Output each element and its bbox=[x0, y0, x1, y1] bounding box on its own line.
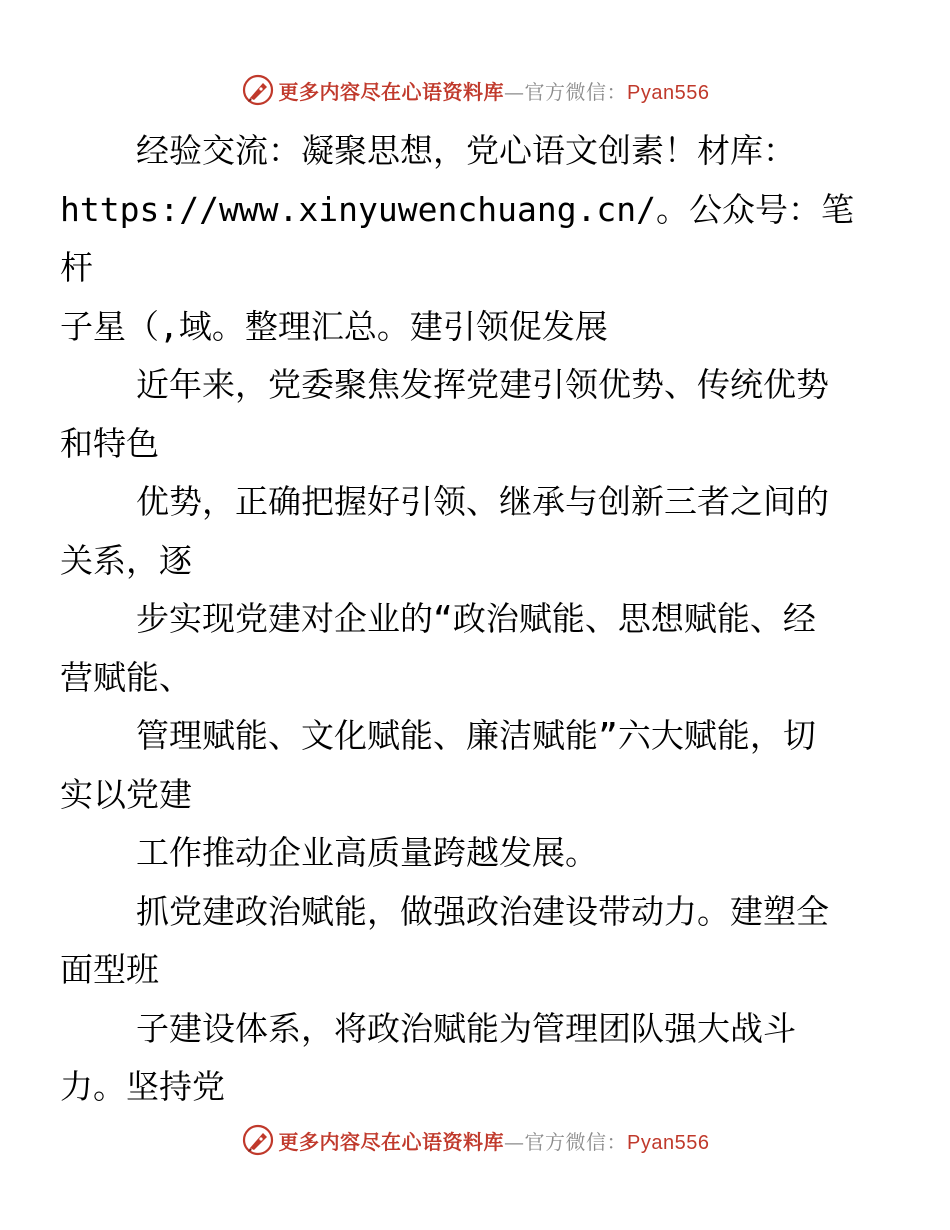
header-separator: — bbox=[504, 79, 525, 104]
footer-contact-value: Pyan556 bbox=[627, 1131, 710, 1154]
paragraph-line: 工作推动企业高质量跨越发展。 bbox=[136, 833, 598, 872]
paragraph-line: 优势，正确把握好引领、继承与创新三者之间的 bbox=[136, 482, 829, 521]
footer-separator: — bbox=[504, 1129, 525, 1154]
paragraph bbox=[60, 883, 858, 1000]
paragraph-line: 子建设体系，将政治赋能为管理团队强大战斗 bbox=[136, 1008, 796, 1048]
footer-banner bbox=[0, 1120, 950, 1160]
paragraph-line: 抓党建政治赋能，做强政治建设带动力。建塑全 bbox=[136, 891, 829, 931]
pen-nib-logo-icon bbox=[241, 73, 275, 107]
paragraph bbox=[60, 122, 858, 356]
paragraph bbox=[60, 473, 858, 590]
header-banner bbox=[0, 70, 950, 110]
footer-text bbox=[279, 1126, 710, 1155]
paragraph-line: 营赋能、 bbox=[60, 657, 192, 697]
footer-contact-label: 官方微信： bbox=[524, 1129, 628, 1154]
paragraph bbox=[60, 356, 858, 473]
footer-brand-text: 更多内容尽在心语资料库 bbox=[278, 1129, 505, 1154]
header-brand-text: 更多内容尽在心语资料库 bbox=[278, 79, 505, 104]
header-text bbox=[279, 76, 710, 105]
paragraph bbox=[60, 590, 858, 707]
paragraph-line: 经验交流：凝聚思想，党心语文创素！材库： bbox=[136, 131, 796, 170]
paragraph-line: 近年来，党委聚焦发挥党建引领优势、传统优势 bbox=[136, 365, 829, 404]
paragraph-line: 关系，逐 bbox=[60, 540, 192, 580]
paragraph-line: 步实现党建对企业的“政治赋能、思想赋能、经 bbox=[136, 599, 816, 638]
paragraph-line: 实以党建 bbox=[60, 774, 192, 814]
document-body bbox=[60, 122, 858, 1117]
pen-nib-logo-icon bbox=[241, 1123, 275, 1157]
paragraph-line: 管理赋能、文化赋能、廉洁赋能”六大赋能，切 bbox=[136, 716, 816, 755]
header-contact-label: 官方微信： bbox=[524, 79, 628, 104]
paragraph bbox=[98, 824, 858, 883]
paragraph-line: https://www.xinyuwenchuang.cn/。公众号：笔杆 bbox=[60, 189, 855, 287]
paragraph bbox=[60, 1000, 858, 1117]
paragraph-line: 子星（,域。整理汇总。建引领促发展 bbox=[60, 306, 608, 346]
header-contact-value: Pyan556 bbox=[627, 81, 710, 104]
paragraph-line: 力。坚持党 bbox=[60, 1067, 225, 1106]
paragraph-line: 和特色 bbox=[60, 423, 159, 463]
paragraph bbox=[60, 707, 858, 824]
paragraph-line: 面型班 bbox=[60, 950, 159, 989]
